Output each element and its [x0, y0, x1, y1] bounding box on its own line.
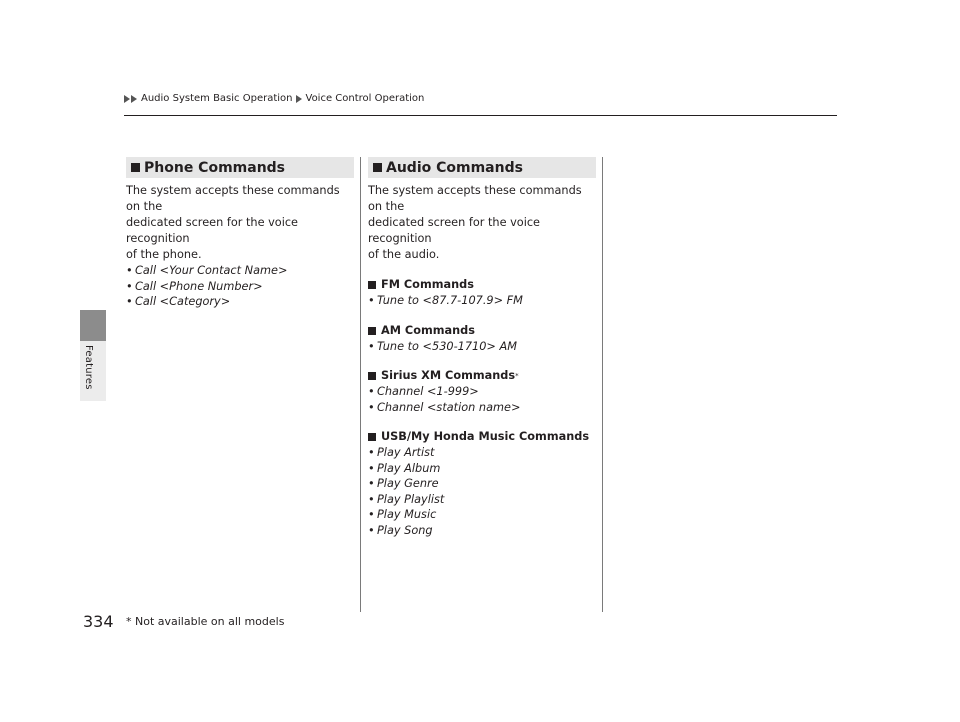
square-bullet-icon — [131, 163, 140, 172]
side-tab — [80, 310, 106, 341]
list-item: • Tune to <87.7-107.9> FM — [368, 294, 523, 307]
audio-commands-heading: Audio Commands — [368, 157, 596, 178]
phone-intro-line: of the phone. — [126, 248, 202, 261]
side-tab-label: Features — [83, 345, 94, 390]
square-bullet-icon — [368, 372, 376, 380]
phone-intro-line: The system accepts these commands on the — [126, 184, 340, 213]
square-bullet-icon — [368, 433, 376, 441]
fm-commands-heading: FM Commands — [368, 277, 596, 293]
list-item: • Play Album — [368, 461, 441, 475]
list-item: • Play Playlist — [368, 492, 445, 506]
breadcrumb-arrow-icon — [124, 95, 130, 103]
list-item: • Channel <1-999> — [368, 385, 479, 398]
audio-commands-section — [368, 157, 596, 538]
audio-intro-line: The system accepts these commands on the — [368, 184, 582, 213]
breadcrumb-arrow-icon — [131, 95, 137, 103]
phone-intro-line: dedicated screen for the voice recognition — [126, 216, 299, 245]
list-item: • Play Song — [368, 523, 433, 537]
phone-commands-heading: Phone Commands — [126, 157, 354, 178]
footnote: * Not available on all models — [126, 615, 285, 628]
breadcrumb-arrow-icon — [296, 95, 302, 103]
square-bullet-icon — [373, 163, 382, 172]
list-item: • Call <Phone Number> — [126, 279, 263, 293]
sirius-xm-commands-heading: Sirius XM Commands * — [368, 368, 596, 384]
list-item: • Tune to <530-1710> AM — [368, 339, 517, 353]
list-item: • Channel <station name> — [368, 400, 521, 414]
audio-intro-line: dedicated screen for the voice recognition — [368, 216, 541, 245]
usb-music-commands-heading: USB/My Honda Music Commands — [368, 429, 596, 445]
am-commands-heading: AM Commands — [368, 323, 596, 339]
phone-commands-section — [126, 157, 354, 310]
header-rule — [124, 115, 837, 116]
list-item: • Play Genre — [368, 477, 439, 490]
list-item: • Play Music — [368, 508, 437, 521]
footnote-marker: * — [515, 372, 519, 380]
column-divider — [602, 157, 603, 612]
breadcrumb-item[interactable]: Audio System Basic Operation — [141, 93, 293, 104]
breadcrumb-item[interactable]: Voice Control Operation — [305, 93, 425, 104]
square-bullet-icon — [368, 327, 376, 335]
list-item: • Call <Your Contact Name> — [126, 264, 288, 277]
square-bullet-icon — [368, 281, 376, 289]
audio-intro-line: of the audio. — [368, 248, 440, 261]
page-number: 334 — [83, 612, 114, 631]
breadcrumb — [124, 93, 424, 104]
column-divider — [360, 157, 361, 612]
list-item: • Play Artist — [368, 446, 435, 459]
list-item: • Call <Category> — [126, 295, 231, 308]
